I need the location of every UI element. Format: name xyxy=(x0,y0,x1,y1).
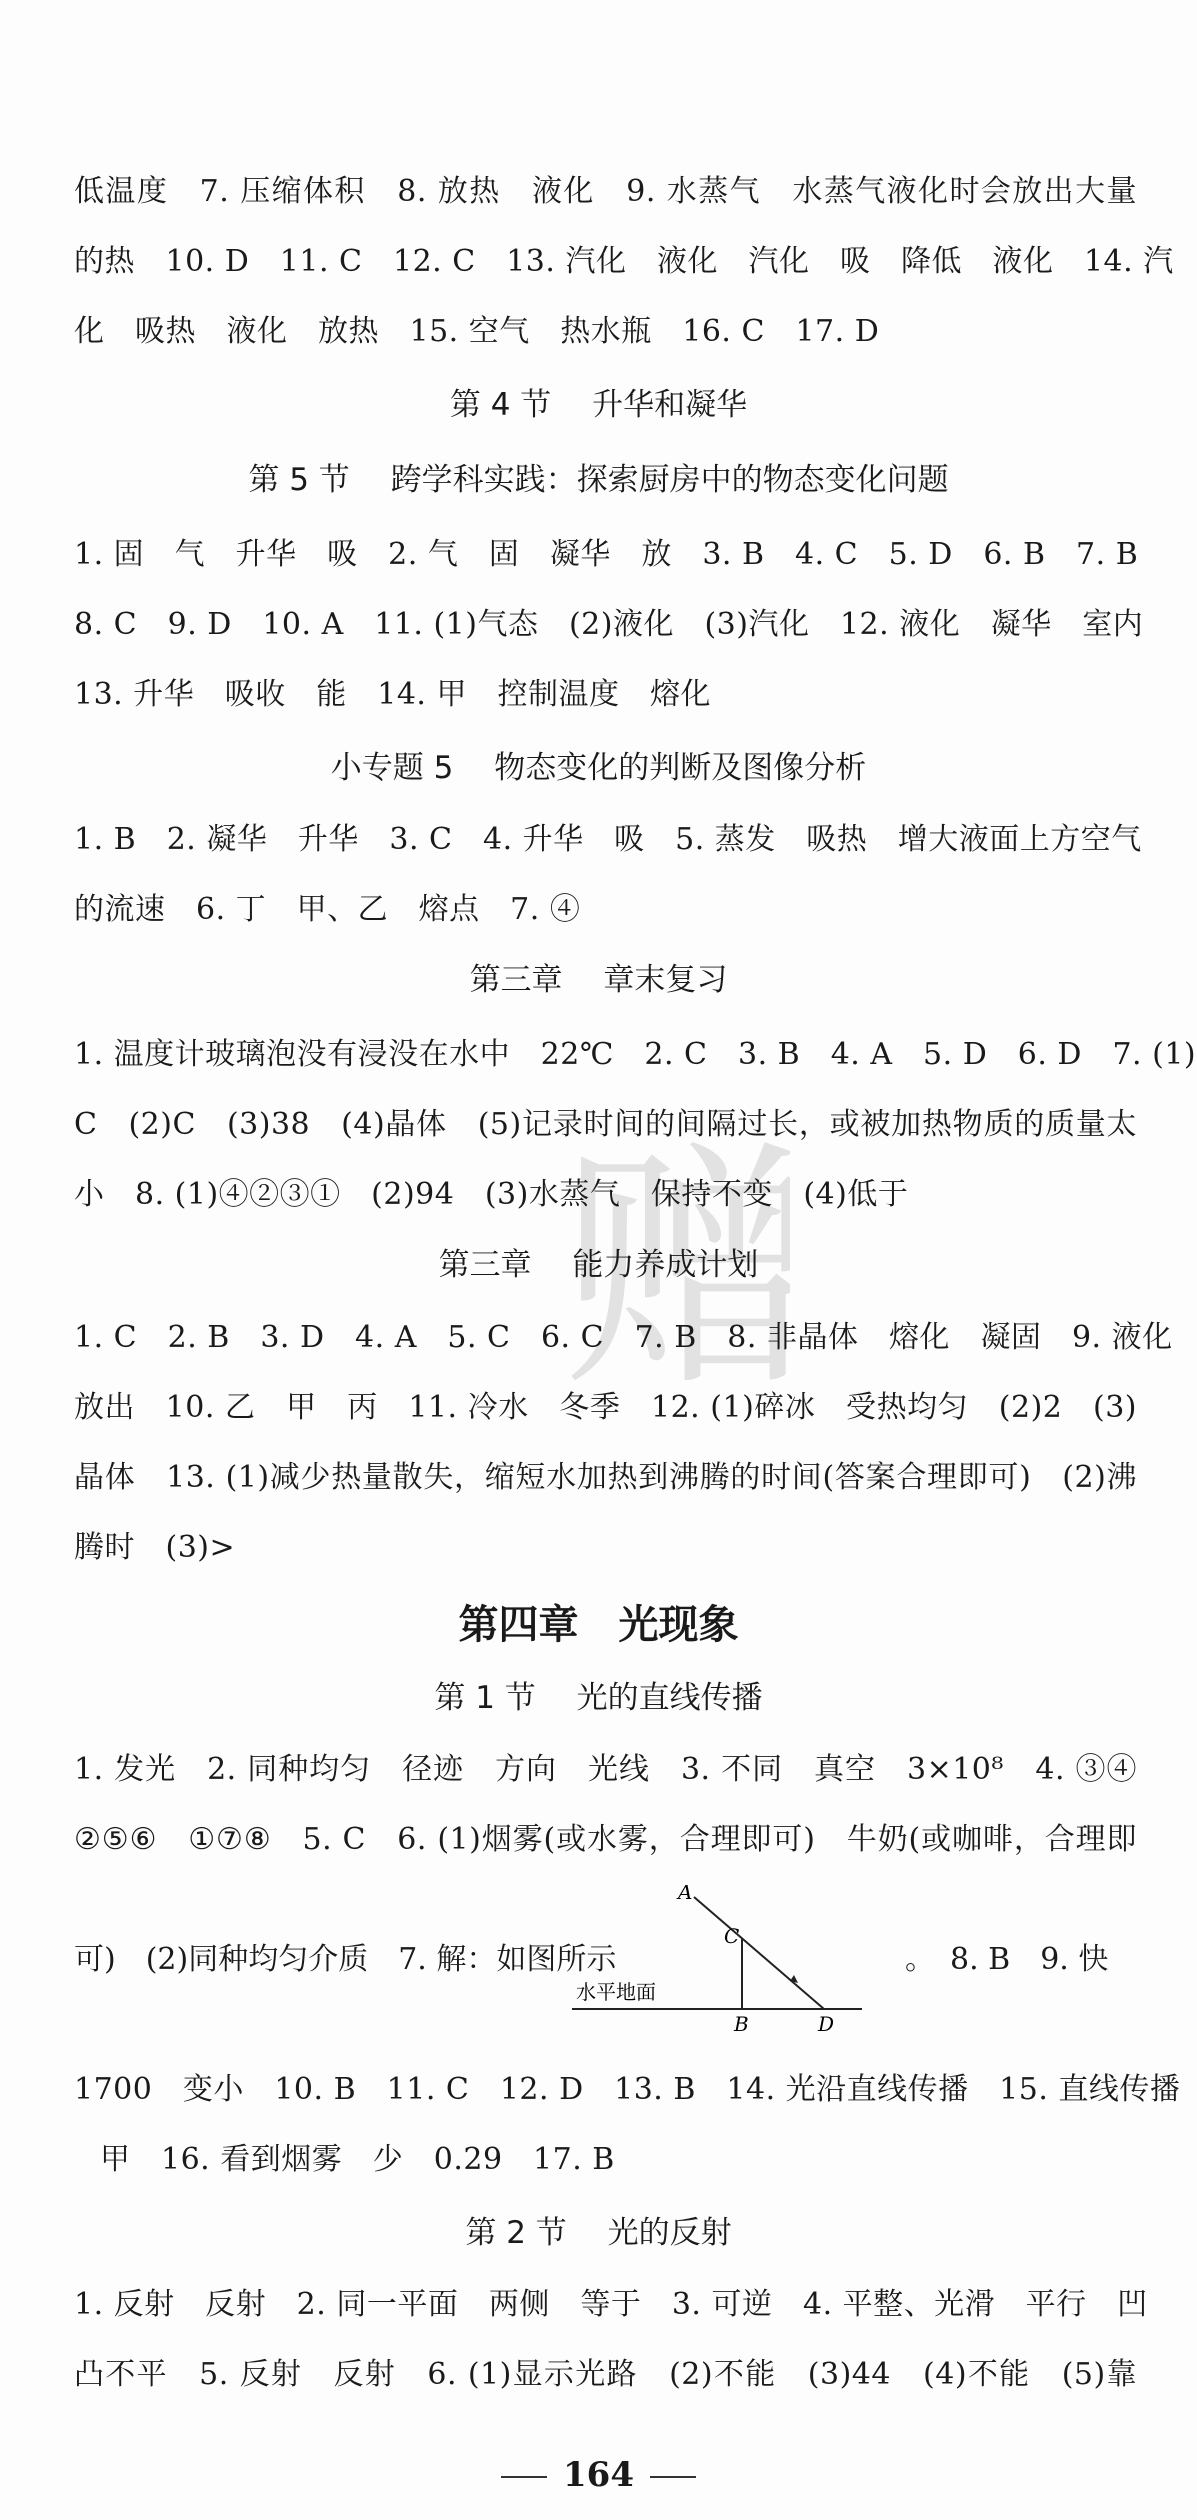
section-heading: 第 2 节 光的反射 xyxy=(465,2215,732,2251)
label-b: B xyxy=(734,2012,749,2035)
text-line: 的流速 6. 丁 甲、乙 熔点 7. ④ xyxy=(74,892,581,927)
text-line: 13. 升华 吸收 能 14. 甲 控制温度 熔化 xyxy=(74,677,711,712)
text-line: 小 8. (1)④②③① (2)94 (3)水蒸气 保持不变 (4)低于 xyxy=(74,1177,909,1212)
section-heading: 第三章 章末复习 xyxy=(469,962,728,998)
text-line: 的热 10. D 11. C 12. C 13. 汽化 液化 汽化 吸 降低 液化 14. 汽 xyxy=(74,244,1174,279)
page-number xyxy=(0,2455,1197,2495)
text-line: ②⑤⑥ ①⑦⑧ 5. C 6. (1)烟雾(或水雾，合理即可) 牛奶(或咖啡，合理即 xyxy=(74,1822,1137,1857)
text-line: 8. C 9. D 10. A 11. (1)气态 (2)液化 (3)汽化 12. 液化 凝华 室内 xyxy=(74,607,1144,642)
text-line: 甲 16. 看到烟雾 少 0.29 17. B xyxy=(100,2142,615,2177)
page-dash-left xyxy=(501,2476,547,2478)
text-line: 1700 变小 10. B 11. C 12. D 13. B 14. 光沿直线传播 15. 直线传播 xyxy=(74,2072,1181,2107)
text-line: 1. 反射 反射 2. 同一平面 两侧 等于 3. 可逆 4. 平整、光滑 平行 凹 xyxy=(74,2287,1148,2322)
section-heading: 小专题 5 物态变化的判断及图像分析 xyxy=(330,750,867,786)
text-line: 可) (2)同种均匀介质 7. 解：如图所示 xyxy=(74,1942,617,1977)
text-line: 1. B 2. 凝华 升华 3. C 4. 升华 吸 5. 蒸发 吸热 增大液面上方空气 xyxy=(74,822,1142,857)
text-line: 晶体 13. (1)减少热量散失，缩短水加热到沸腾的时间(答案合理即可) (2)沸 xyxy=(74,1460,1137,1495)
watermark-text: 赠 xyxy=(560,1120,790,1410)
text-line: 1. C 2. B 3. D 4. A 5. C 6. C 7. B 8. 非晶体 熔化 凝固 9. 液化 xyxy=(74,1320,1173,1355)
text-line: 1. 发光 2. 同种均匀 径迹 方向 光线 3. 不同 真空 3×10⁸ 4. ③④ xyxy=(74,1752,1137,1787)
text-line: 放出 10. 乙 甲 丙 11. 冷水 冬季 12. (1)碎冰 受热均匀 (2)2 (3) xyxy=(74,1390,1137,1425)
text-line: 1. 固 气 升华 吸 2. 气 固 凝华 放 3. B 4. C 5. D 6. B 7. B xyxy=(74,537,1139,572)
ground-label: 水平地面 xyxy=(576,1980,656,2004)
text-line: C (2)C (3)38 (4)晶体 (5)记录时间的间隔过长，或被加热物质的质量太 xyxy=(74,1107,1137,1142)
light-ray xyxy=(694,1897,824,2009)
text-line: 化 吸热 液化 放热 15. 空气 热水瓶 16. C 17. D xyxy=(74,314,880,349)
section-heading: 第 5 节 跨学科实践：探索厨房中的物态变化问题 xyxy=(248,462,949,498)
label-d: D xyxy=(818,2012,835,2035)
text-line: 1. 温度计玻璃泡没有浸没在水中 22℃ 2. C 3. B 4. A 5. D 6. D 7. (1) xyxy=(74,1037,1197,1072)
light-diagram xyxy=(572,1885,902,2035)
page-dash-right xyxy=(650,2476,696,2478)
text-line: 凸不平 5. 反射 反射 6. (1)显示光路 (2)不能 (3)44 (4)不能 (5)靠 xyxy=(74,2357,1137,2392)
section-heading: 第 1 节 光的直线传播 xyxy=(434,1680,763,1716)
label-c: C xyxy=(724,1924,740,1948)
text-line: 。 8. B 9. 快 xyxy=(905,1942,1109,1977)
chapter-title: 第四章 光现象 xyxy=(458,1602,739,1648)
page-number-text: 164 xyxy=(563,2455,634,2495)
section-heading: 第三章 能力养成计划 xyxy=(438,1247,759,1283)
text-line: 腾时 (3)> xyxy=(74,1530,236,1565)
label-a: A xyxy=(678,1885,693,1904)
text-line: 低温度 7. 压缩体积 8. 放热 液化 9. 水蒸气 水蒸气液化时会放出大量 xyxy=(74,174,1137,209)
section-heading: 第 4 节 升华和凝华 xyxy=(449,387,748,423)
